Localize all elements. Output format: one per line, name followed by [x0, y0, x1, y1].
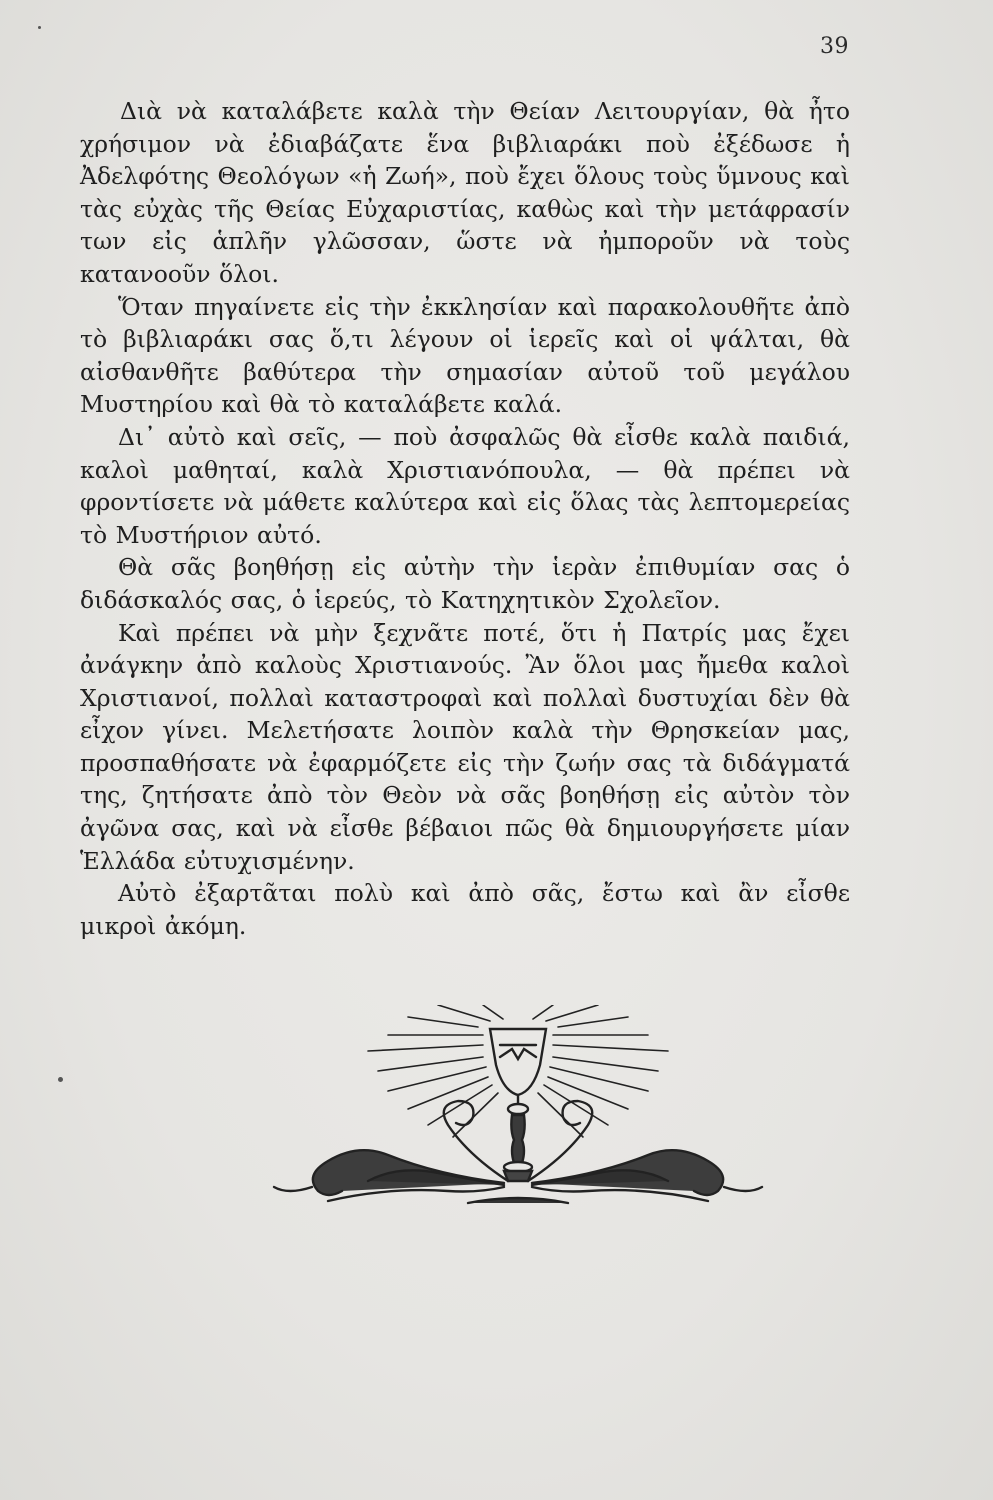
paragraph-2: Ὅταν πηγαίνετε εἰς τὴν ἐκκλησίαν καὶ παρακολουθῆτε ἀπὸ τὸ βιβλιαράκι σας ὅ,τι λέγουν οἱ ἱερεῖς καὶ οἱ ψάλται, θὰ αἰσθανθῆτε βαθύτερα τὴν σημασίαν αὐτοῦ τοῦ μεγάλου Μυστηρίου καὶ θὰ τὸ καταλάβετε καλά.: [80, 292, 850, 419]
paragraph-4: Θὰ σᾶς βοηθήσῃ εἰς αὐτὴν τὴν ἱερὰν ἐπιθυμίαν σας ὁ διδάσκαλός σας, ὁ ἱερεύς, τὸ Κατηχητικὸν Σχολεῖον.: [80, 553, 850, 614]
chalice-ornament-icon: [268, 1005, 848, 1217]
paragraph-1: Διὰ νὰ καταλάβετε καλὰ τὴν Θείαν Λειτουργίαν, θὰ ἦτο χρήσιμον νὰ ἐδιαβάζατε ἕνα βιβλιαράκι ποὺ ἐξέδωσε ἡ Ἀδελφότης Θεολόγων «ἡ Ζωή», ποὺ ἔχει ὅλους τοὺς ὕμνους καὶ τὰς εὐχὰς τῆς Θείας Εὐχαριστίας, καθὼς καὶ τὴν μετάφρασίν των εἰς ἁπλῆν γλῶσσαν, ὥστε νὰ ἠμποροῦν νὰ τοὺς κατανοοῦν ὅλοι.: [80, 97, 850, 288]
ink-speck: [38, 26, 41, 29]
paragraph-5: Καὶ πρέπει νὰ μὴν ξεχνᾶτε ποτέ, ὅτι ἡ Πατρίς μας ἔχει ἀνάγκην ἀπὸ καλοὺς Χριστιανούς. Ἂν ὅλοι μας ἤμεθα καλοὶ Χριστιανοί, πολλαὶ καταστροφαὶ καὶ πολλαὶ δυστυχίαι δὲν θὰ εἶχον γίνει. Μελετήσατε λοιπὸν καλὰ τὴν Θρησκείαν μας, προσπαθήσατε νὰ ἐφαρμόζετε εἰς τὴν ζωήν σας τὰ διδάγματά της, ζητήσατε ἀπὸ τὸν Θεὸν νὰ σᾶς βοηθήσῃ εἰς αὐτὸν τὸν ἀγῶνα σας, καὶ νὰ εἶσθε βέβαιοι πῶς θὰ δημιουργήσετε μίαν Ἑλλάδα εὐτυχισμένην.: [80, 618, 850, 875]
paragraph-6: Αὐτὸ ἐξαρτᾶται πολὺ καὶ ἀπὸ σᾶς, ἔστω καὶ ἂν εἶσθε μικροὶ ἀκόμη.: [80, 879, 850, 940]
page-number: 39: [820, 34, 849, 59]
ink-speck: [58, 1077, 63, 1082]
paragraph-3: Δι᾿ αὐτὸ καὶ σεῖς, — ποὺ ἀσφαλῶς θὰ εἶσθε καλὰ παιδιά, καλοὶ μαθηταί, καλὰ Χριστιανόπουλα, — θὰ πρέπει νὰ φροντίσετε νὰ μάθετε καλύτερα καὶ εἰς ὅλας τὰς λεπτομερείας τὸ Μυστήριον αὐτό.: [80, 422, 850, 549]
chalice-icon: [490, 1029, 546, 1181]
body-text: [80, 95, 850, 942]
